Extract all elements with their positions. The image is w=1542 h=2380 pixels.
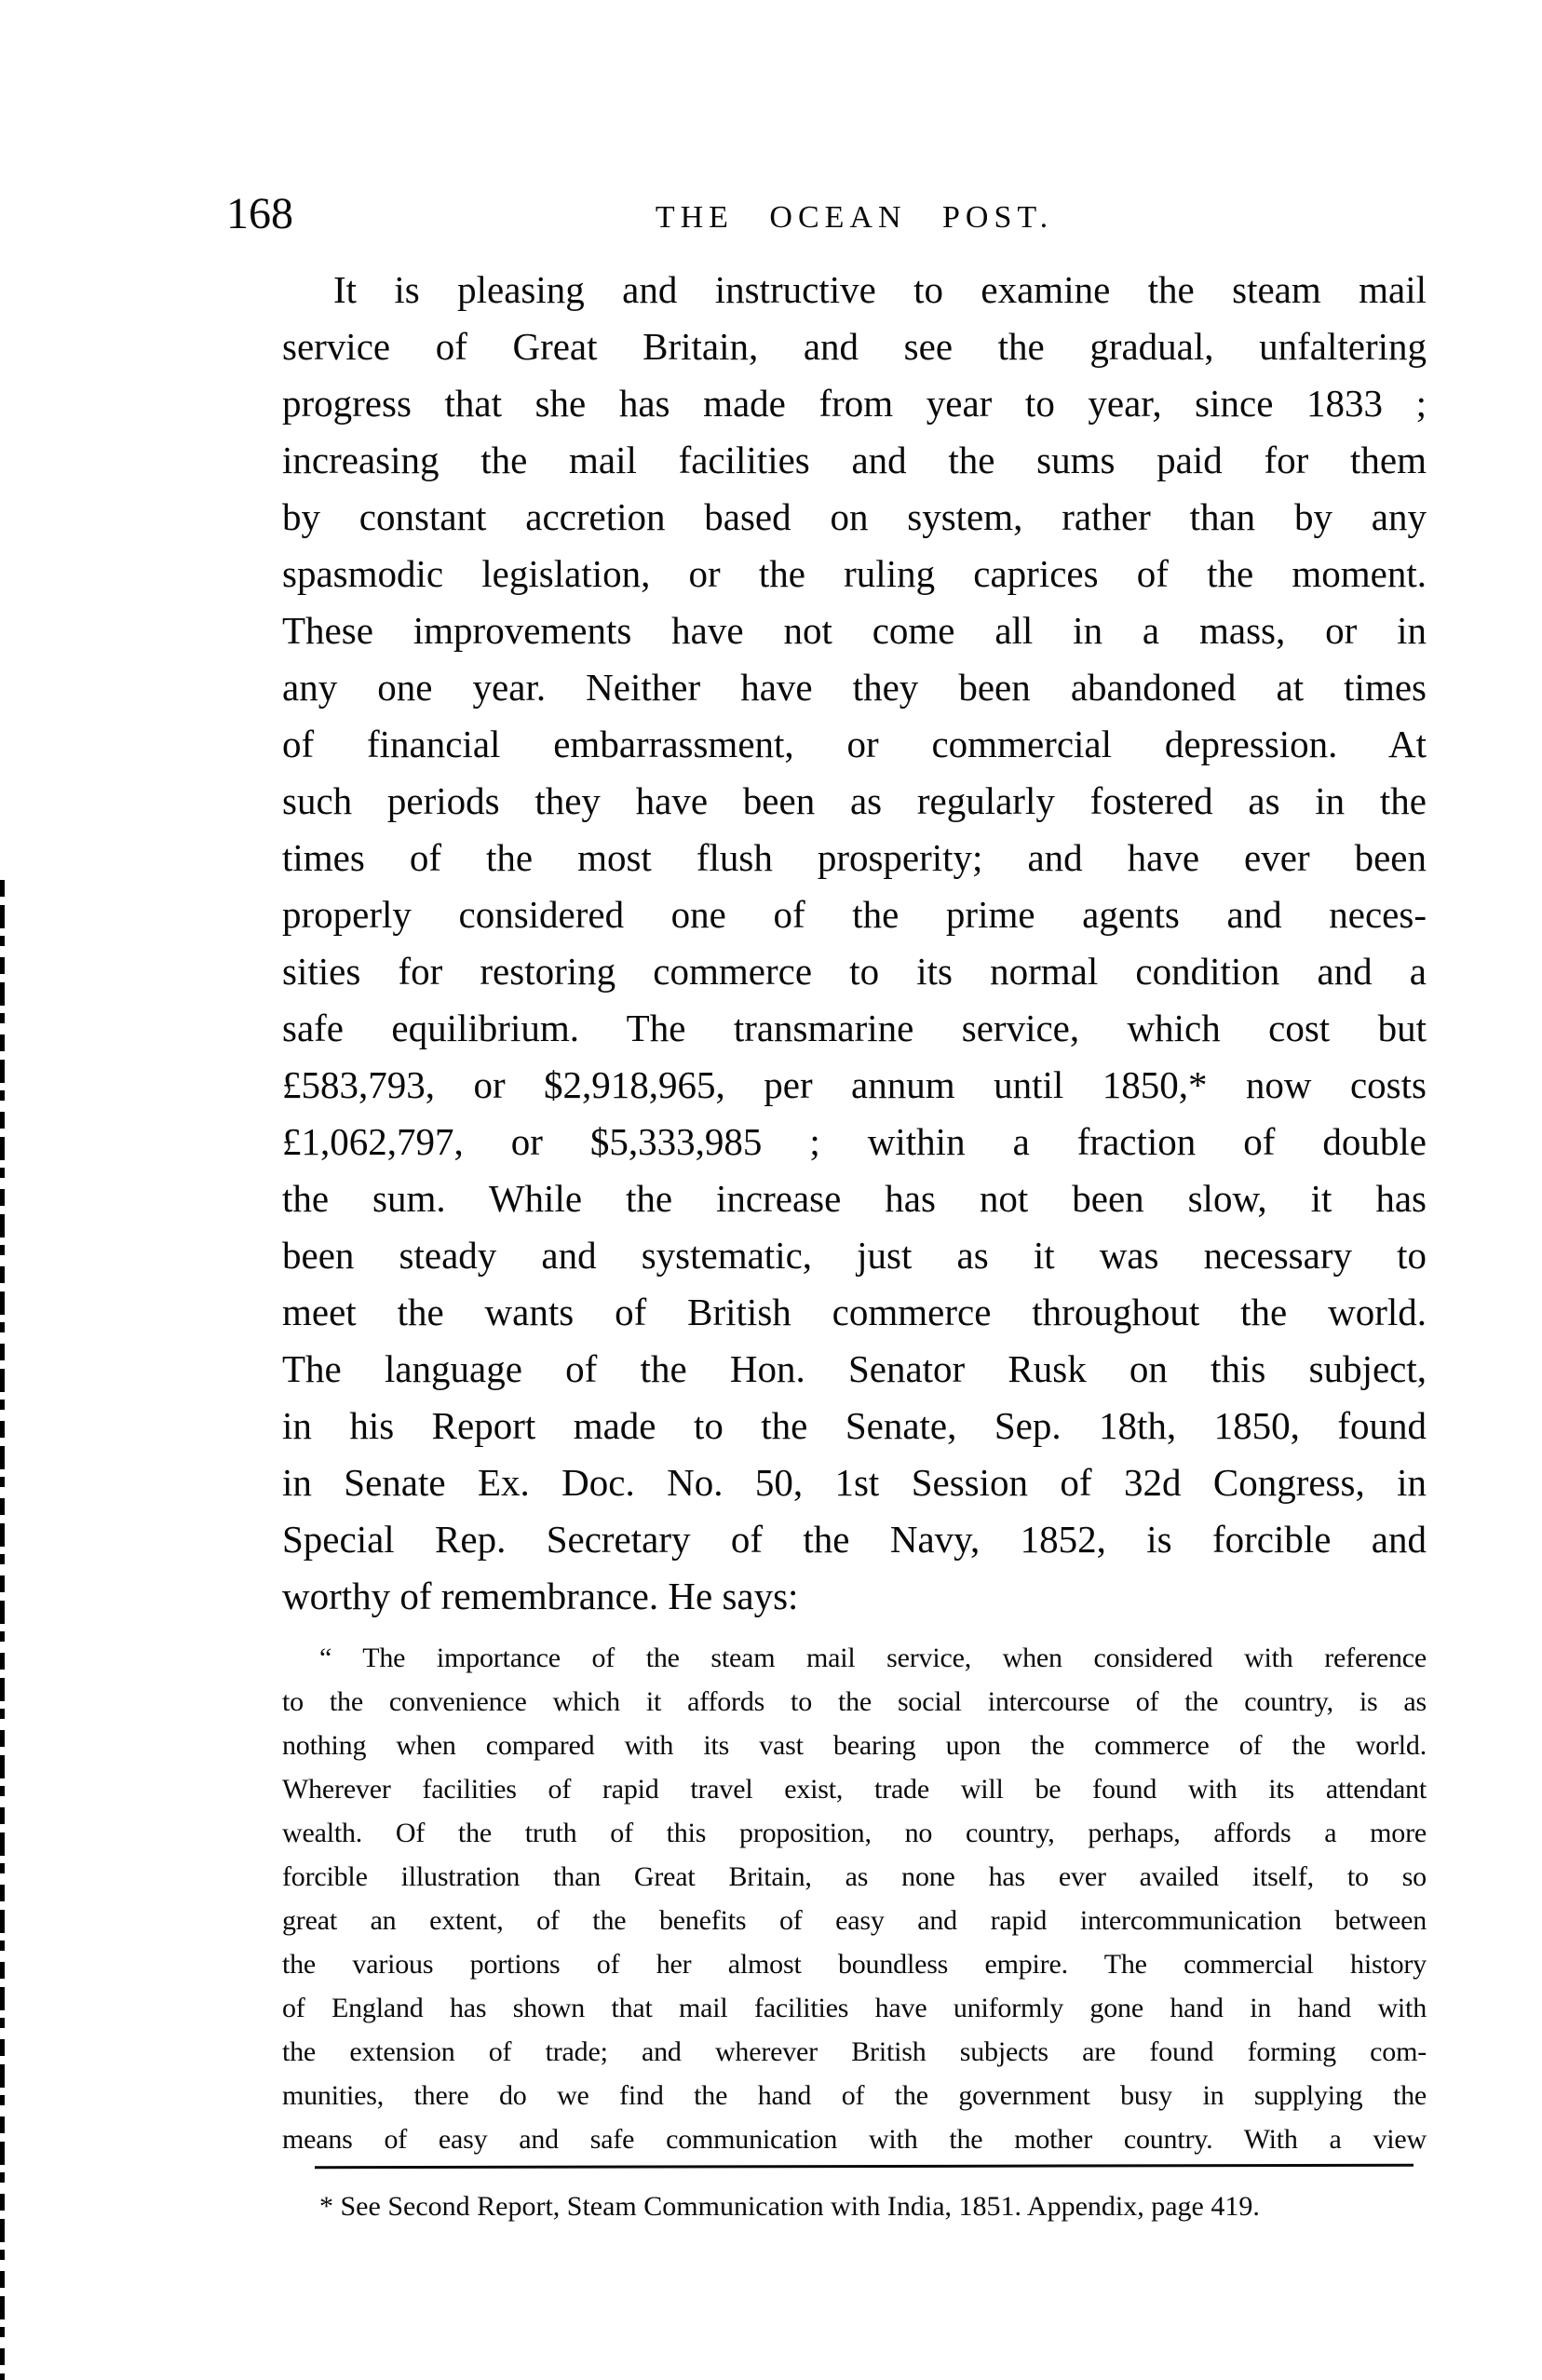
quoted-excerpt — [282, 1636, 1427, 2161]
quote-line: munities, there do we find the hand of the government busy in supplying the — [282, 2080, 1427, 2111]
quote-line: forcible illustration than Great Britain, as none has ever availed itself, to so — [282, 1861, 1427, 1892]
body-line: Special Rep. Secretary of the Navy, 1852, is forcible and — [282, 1518, 1427, 1561]
body-line: worthy of remembrance. He says: — [282, 1575, 799, 1617]
quote-line: wealth. Of the truth of this proposition, no country, perhaps, affords a more — [282, 1818, 1427, 1848]
quote-line: means of easy and safe communication with the mother country. With a view — [282, 2124, 1427, 2155]
quote-line: the various portions of her almost boundless empire. The commercial history — [282, 1949, 1427, 1980]
body-line: such periods they have been as regularly fostered as in the — [282, 779, 1427, 822]
page-number: 168 — [226, 189, 293, 238]
body-line: in Senate Ex. Doc. No. 50, 1st Session of 32d Congress, in — [282, 1461, 1427, 1504]
body-line: meet the wants of British commerce throughout the world. — [282, 1291, 1427, 1333]
body-line: sities for restoring commerce to its normal condition and a — [282, 950, 1427, 993]
footnote-text: * See Second Report, Steam Communication with India, 1851. Appendix, page 419. — [319, 2191, 1260, 2222]
body-line: properly considered one of the prime agents and neces- — [282, 893, 1427, 936]
quote-line: great an extent, of the benefits of easy and rapid intercommunication between — [282, 1905, 1427, 1936]
body-line: spasmodic legislation, or the ruling caprices of the moment. — [282, 552, 1427, 595]
body-line: These improvements have not come all in a mass, or in — [282, 609, 1427, 652]
quote-line: nothing when compared with its vast bearing upon the commerce of the world. — [282, 1730, 1427, 1761]
quote-line: “ The importance of the steam mail service, when considered with reference — [319, 1643, 1427, 1673]
body-line: the sum. While the increase has not been slow, it has — [282, 1177, 1427, 1220]
body-line: safe equilibrium. The transmarine service, which cost but — [282, 1007, 1427, 1049]
quote-line: to the convenience which it affords to the social intercourse of the country, is as — [282, 1686, 1427, 1717]
body-line: The language of the Hon. Senator Rusk on this subject, — [282, 1347, 1427, 1390]
body-line: been steady and systematic, just as it was necessary to — [282, 1234, 1427, 1277]
quote-line: of England has shown that mail facilities have uniformly gone hand in hand with — [282, 1993, 1427, 2023]
footnote-divider-rule — [315, 2164, 1414, 2169]
quote-line: Wherever facilities of rapid travel exist, trade will be found with its attendant — [282, 1774, 1427, 1805]
scan-artifact-left-edge — [0, 880, 5, 2380]
body-line: of financial embarrassment, or commercial depression. At — [282, 723, 1427, 765]
body-line: times of the most flush prosperity; and have ever been — [282, 836, 1427, 879]
body-line: increasing the mail facilities and the sums paid for them — [282, 439, 1427, 481]
body-line: by constant accretion based on system, rather than by any — [282, 495, 1427, 538]
body-line: £583,793, or $2,918,965, per annum until 1850,* now costs — [282, 1063, 1427, 1106]
body-line: £1,062,797, or $5,333,985 ; within a fraction of double — [282, 1120, 1427, 1163]
body-line: in his Report made to the Senate, Sep. 18th, 1850, found — [282, 1404, 1427, 1447]
body-line: progress that she has made from year to year, since 1833 ; — [282, 382, 1427, 425]
body-line: any one year. Neither have they been abandoned at times — [282, 666, 1427, 709]
body-line: It is pleasing and instructive to examine the steam mail — [333, 268, 1427, 311]
running-header-title: THE OCEAN POST. — [655, 200, 1054, 235]
body-paragraph — [282, 262, 1427, 1625]
quote-line: the extension of trade; and wherever British subjects are found forming com- — [282, 2036, 1427, 2067]
body-line: service of Great Britain, and see the gradual, unfaltering — [282, 325, 1427, 368]
